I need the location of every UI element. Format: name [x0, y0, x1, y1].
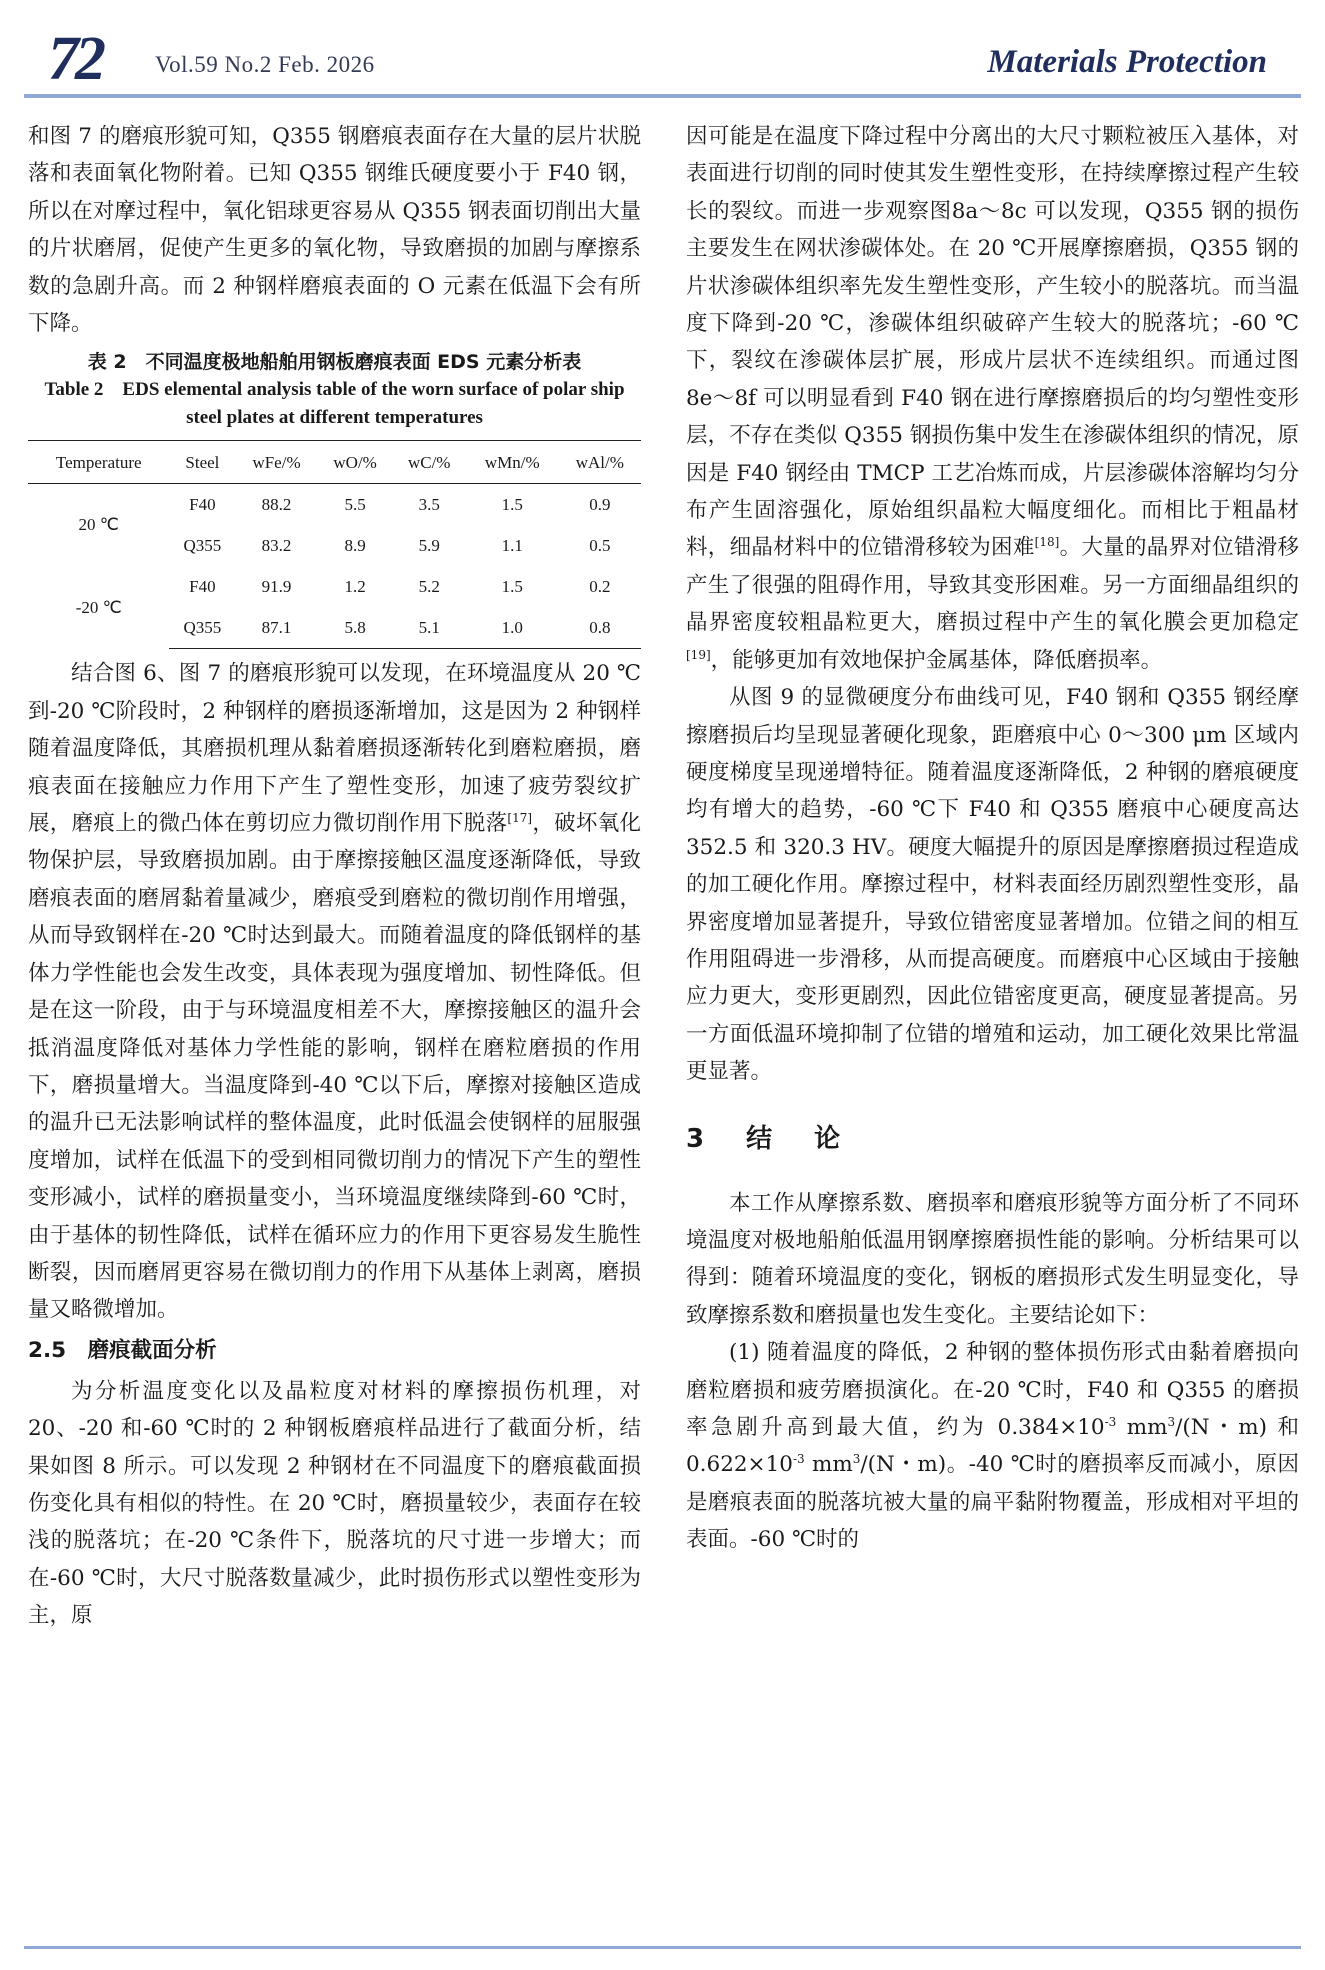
text-run: ，能够更加有效地保护金属基体，降低磨损率。: [710, 647, 1163, 673]
paragraph: [28, 655, 641, 1328]
text-run: ，破坏氧化物保护层，导致磨损加剧。由于摩擦接触区温度逐渐降低，导致磨痕表面的磨屑黏着量减少，磨痕受到磨粒的微切削作用增强，从而导致钢样在-20 ℃时达到最大。而随着温度的降低钢样的基体力学性能也会发生改变，具体表现为强度增加、韧性降低。但是在这一阶段，由于与环境温度相差不大，摩擦接触区的温升会抵消温度降低对基体力学性能的影响，钢样在磨粒磨损的作用下，磨损量增大。当温度降到-40 ℃以下后，摩擦对接触区造成的温升已无法影响试样的整体温度，此时低温会使钢样的屈服强度增加，试样在低温下的受到相同微切削力的情况下产生的塑性变形减小，试样的磨损量变小，当环境温度继续降到-60 ℃时，由于基体的韧性降低，试样在循环应力的作用下更容易发生脆性断裂，因而磨屑更容易在微切削力的作用下从基体上剥离，磨损量又略微增加。: [28, 811, 641, 1323]
col-header: wO/%: [318, 441, 393, 484]
paragraph: 从图 9 的显微硬度分布曲线可见，F40 钢和 Q355 钢经摩擦磨损后均呈现显著硬化现象，距磨痕中心 0～300 μm 区域内硬度梯度呈现递增特征。随着温度逐渐降低，2 种钢的磨痕硬度均有增大的趋势，-60 ℃下 F40 和 Q355 磨痕中心硬度高达 352.5 和 320.3 HV。硬度大幅提升的原因是摩擦磨损过程造成的加工硬化作用。摩擦过程中，材料表面经历剧烈塑性变形，晶界密度增加显著提升，导致位错密度显著增加。位错之间的相互作用阻碍进一步滑移，从而提高硬度。而磨痕中心区域由于接触应力更大，变形更剧烈，因此位错密度更高，硬度显著提高。另一方面低温环境抑制了位错的增殖和运动，加工硬化效果比常温更显著。: [686, 685, 1299, 1085]
text-run: /(N・m)。-40 ℃时的磨损率反而减小，原因是磨痕表面的脱落坑被大量的扁平黏附物覆盖，形成相对平坦的表面。-60 ℃时的: [686, 1452, 1300, 1553]
table-row: [28, 566, 641, 607]
table-cell: F40: [189, 576, 216, 596]
table-cell: 5.9: [418, 535, 440, 555]
table-cell: 3.5: [418, 494, 440, 514]
citation-18: [18]: [1034, 535, 1060, 550]
temp-cell: -20 ℃: [75, 597, 122, 617]
eds-table-block: [28, 348, 641, 649]
text-run: /(N・m) 和 0.622×10: [686, 1415, 1299, 1478]
table-row: [28, 484, 641, 526]
journal-title: Materials Protection: [987, 44, 1267, 80]
issue-info: Vol.59 No.2 Feb. 2026: [155, 52, 375, 77]
text-run: 因可能是在温度下降过程中分离出的大尺寸颗粒被压入基体，对表面进行切削的同时使其发生塑性变形，在持续摩擦过程产生较长的裂纹。而进一步观察图8a～8c 可以发现，Q355 钢的损伤主要发生在网状渗碳体处。在 20 ℃开展摩擦磨损，Q355 钢的片状渗碳体组织率先发生塑性变形，产生较小的脱落坑。而当温度下降到-20 ℃，渗碳体组织破碎产生较大的脱落坑；-60 ℃下，裂纹在渗碳体层扩展，形成片层状不连续组织。而通过图 8e～8f 可以明显看到 F40 钢在进行摩擦磨损后的均匀塑性变形层，不存在类似 Q355 钢损伤集中发生在渗碳体组织的情况，原因是 F40 钢经由 TMCP 工艺冶炼而成，片层渗碳体溶解均匀分布产生固溶强化，原始组织晶粒大幅度细化。而相比于粗晶材料，细晶材料中的位错滑移较为困难: [686, 124, 1299, 561]
paragraph: [686, 118, 1299, 679]
text-run: 。大量的晶界对位错滑移产生了很强的阻碍作用，导致其变形困难。另一方面细晶组织的晶界密度较粗晶粒更大，磨损过程中产生的氧化膜会更加稳定: [686, 535, 1299, 636]
table-cell: 0.5: [589, 535, 611, 555]
table-cell: 83.2: [261, 535, 292, 555]
table-cell: 0.9: [589, 494, 611, 514]
citation-19: [19]: [686, 647, 711, 662]
table-cell: 5.5: [344, 494, 366, 514]
table-cell: 87.1: [235, 607, 317, 649]
exponent: -3: [792, 1452, 805, 1467]
col-header: wFe/%: [235, 441, 317, 484]
col-header: wC/%: [393, 441, 466, 484]
table-caption-en: Table 2 EDS elemental analysis table of the worn surface of polar ship steel plates at different temperatures: [44, 379, 625, 429]
left-column: [28, 118, 641, 1635]
temp-cell: 20 ℃: [78, 515, 119, 535]
right-column: [686, 118, 1299, 1559]
table-cell: 5.8: [318, 607, 393, 649]
col-header: Temperature: [28, 441, 169, 484]
citation-17: [17]: [507, 810, 533, 825]
table-cell: 8.9: [344, 535, 366, 555]
table-cell: Q355: [183, 535, 222, 555]
page-number: 72: [48, 25, 102, 93]
table-header-row: [28, 441, 641, 484]
col-header: wMn/%: [466, 441, 559, 484]
exponent: 3: [1167, 1414, 1176, 1429]
section-heading-3: 3 结 论: [686, 1123, 849, 1154]
table-cell: 0.8: [559, 607, 641, 649]
section-heading-2-5: 2.5 磨痕截面分析: [28, 1337, 217, 1363]
table-caption-cn: 表 2 不同温度极地船舶用钢板磨痕表面 EDS 元素分析表: [87, 351, 582, 374]
exponent: -3: [1104, 1414, 1117, 1429]
paragraph: [686, 1334, 1299, 1558]
text-run: mm: [804, 1452, 853, 1478]
exponent: 3: [852, 1452, 861, 1467]
table-cell: 88.2: [261, 494, 292, 514]
table-cell: 1.1: [501, 535, 523, 555]
page-header: [0, 0, 1325, 112]
table-cell: F40: [189, 494, 216, 514]
header-rule: [24, 94, 1301, 98]
table-cell: 1.0: [466, 607, 559, 649]
table-cell: 0.2: [589, 576, 611, 596]
eds-table: [28, 440, 641, 649]
text-run: 结合图 6、图 7 的磨痕形貌可以发现，在环境温度从 20 ℃到-20 ℃阶段时，2 种钢样的磨损逐渐增加，这是因为 2 种钢样随着温度降低，其磨损机理从黏着磨损逐渐转化到磨粒磨损，磨痕表面在接触应力作用下产生了塑性变形，加速了疲劳裂纹扩展，磨痕上的微凸体在剪切应力微切削作用下脱落: [28, 661, 641, 837]
table-cell: 5.1: [393, 607, 466, 649]
col-header: wAl/%: [559, 441, 641, 484]
text-run: (1) 随着温度的降低，2 种钢的整体损伤形式由黏着磨损向磨粒磨损和疲劳磨损演化。在-20 ℃时，F40 和 Q355 的磨损率急剧升高到最大值，约为 0.384×10: [686, 1340, 1299, 1440]
col-header: Steel: [169, 441, 235, 484]
table-cell: 1.5: [501, 494, 523, 514]
footer-rule: [24, 1946, 1301, 1949]
table-cell: Q355: [169, 607, 235, 649]
table-cell: 91.9: [261, 576, 292, 596]
paragraph: 为分析温度变化以及晶粒度对材料的摩擦损伤机理，对 20、-20 和-60 ℃时的 2 种钢板磨痕样品进行了截面分析，结果如图 8 所示。可以发现 2 种钢材在不同温度下的磨痕截面损伤变化具有相似的特性。在 20 ℃时，磨损量较少，表面存在较浅的脱落坑；在-20 ℃条件下，脱落坑的尺寸进一步增大；而在-60 ℃时，大尺寸脱落数量减少，此时损伤形式以塑性变形为主，原: [28, 1378, 641, 1629]
table-cell: 1.2: [344, 576, 366, 596]
table-cell: 1.5: [501, 576, 523, 596]
paragraph: 本工作从摩擦系数、磨损率和磨痕形貌等方面分析了不同环境温度对极地船舶低温用钢摩擦磨损性能的影响。分析结果可以得到：随着环境温度的变化，钢板的磨损形式发生明显变化，导致摩擦系数和磨损量也发生变化。主要结论如下：: [686, 1190, 1299, 1328]
text-run: mm: [1116, 1415, 1168, 1440]
table-cell: 5.2: [418, 576, 440, 596]
paragraph: 和图 7 的磨痕形貌可知，Q355 钢磨痕表面存在大量的层片状脱落和表面氧化物附着。已知 Q355 钢维氏硬度要小于 F40 钢，所以在对摩过程中，氧化铝球更容易从 Q355 钢表面切削出大量的片状磨屑，促使产生更多的氧化物，导致磨损的加剧与摩擦系数的急剧升高。而 2 种钢样磨痕表面的 O 元素在低温下会有所下降。: [28, 124, 641, 337]
